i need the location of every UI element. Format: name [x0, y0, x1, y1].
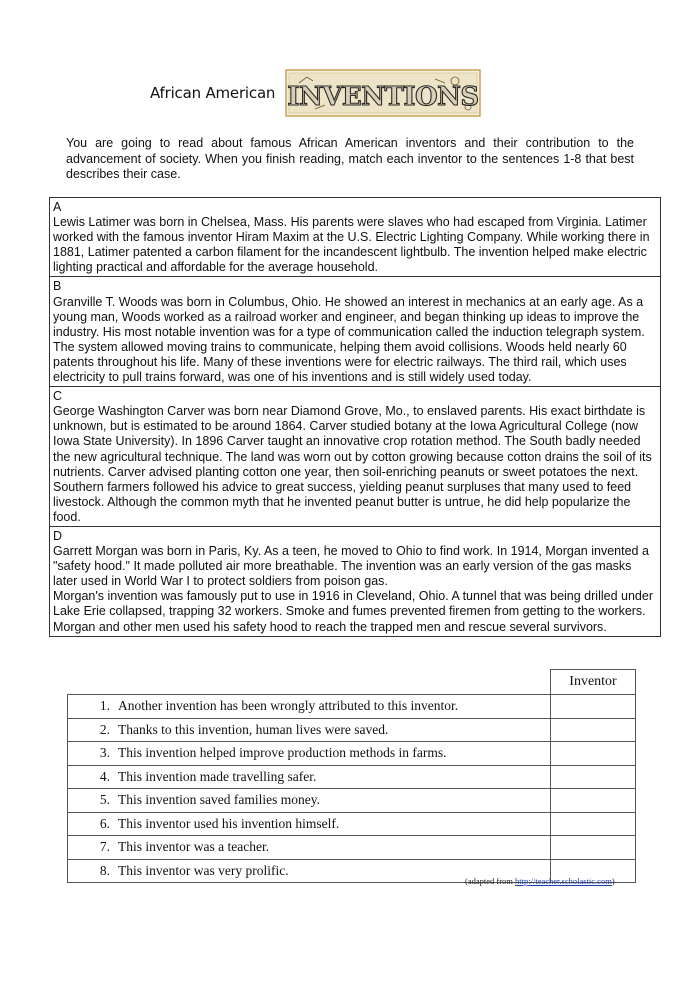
row-number: 2. — [68, 718, 119, 742]
source-link[interactable]: http://teacher.scholastic.com — [515, 876, 612, 886]
answer-cell[interactable] — [551, 836, 636, 860]
row-sentence: This invention helped improve production methods in farms. — [118, 742, 551, 766]
table-row — [68, 812, 636, 836]
table-row — [68, 695, 636, 719]
row-number: 3. — [68, 742, 119, 766]
row-sentence: This invention saved families money. — [118, 789, 551, 813]
passage-letter: C — [53, 389, 63, 404]
answer-cell[interactable] — [551, 765, 636, 789]
table-row — [68, 718, 636, 742]
passage-letter: B — [53, 279, 62, 294]
credit-prefix: (adapted from — [465, 876, 516, 886]
passage-a — [50, 198, 660, 277]
answer-cell[interactable] — [551, 718, 636, 742]
passage-text: Morgan's invention was famously put to use in 1916 in Cleveland, Ohio. A tunnel that was being drilled under Lake Erie collapsed, trapping 32 workers. Smoke and fumes prevented firemen from getting to the workers. Morgan and other men used his safety hood to reach the trapped men and rescue several survivors. — [53, 589, 653, 634]
answer-cell[interactable] — [551, 742, 636, 766]
row-sentence: This invention made travelling safer. — [118, 765, 551, 789]
table-row — [68, 836, 636, 860]
passage-text: Garrett Morgan was born in Paris, Ky. As a teen, he moved to Ohio to find work. In 1914, Morgan invented a "safety hood." It made polluted air more breathable. The invention was an early version of the gas masks later used in World War I to protect soldiers from poison gas. — [53, 544, 649, 589]
answer-cell[interactable] — [551, 789, 636, 813]
table-row — [68, 742, 636, 766]
passage-text: Granville T. Woods was born in Columbus, Ohio. He showed an interest in mechanics at an early age. As a young man, Woods worked as a railroad worker and engineer, and began thinking up ideas to improve the industry. His most notable invention was for a type of communication called the induction telegraph system. The system allowed moving trains to communicate, helping them avoid collisions. Woods held nearly 60 patents throughout his life. Many of these inventions were for electric railways. The third rail, which uses electricity to pull trains forward, was one of his inventions and is still widely used today. — [53, 294, 645, 385]
matching-table — [67, 669, 636, 883]
table-row — [68, 789, 636, 813]
page-title: African American — [150, 84, 276, 102]
passage-text: Lewis Latimer was born in Chelsea, Mass. His parents were slaves who had escaped from Virginia. Latimer worked with the famous inventor Hiram Maxim at the U.S. Electric Lighting Company. While working there in 1881, Latimer patented a carbon filament for the incandescent lightbulb. The invention helped make electric lighting practical and affordable for the average household. — [53, 215, 650, 275]
row-number: 5. — [68, 789, 119, 813]
column-header-inventor: Inventor — [551, 670, 636, 695]
row-number: 7. — [68, 836, 119, 860]
answer-cell[interactable] — [551, 695, 636, 719]
row-number: 8. — [68, 859, 119, 883]
credit-suffix: ) — [611, 876, 615, 886]
row-number: 4. — [68, 765, 119, 789]
row-number: 1. — [68, 695, 119, 719]
passage-b — [50, 277, 660, 387]
passage-letter: D — [53, 528, 63, 543]
intro-paragraph: You are going to read about famous African American inventors and their contribution to the advancement of society. When you finish reading, match each inventor to the sentences 1-8 that best describes their case. — [66, 136, 634, 181]
row-sentence: Thanks to this invention, human lives were saved. — [118, 718, 551, 742]
table-row — [68, 765, 636, 789]
source-credit — [465, 876, 615, 886]
table-header-row — [68, 670, 636, 695]
answer-cell[interactable] — [551, 812, 636, 836]
svg-text:INVENTIONS: INVENTIONS — [287, 82, 479, 112]
passage-letter: A — [53, 200, 62, 214]
inventions-logo — [285, 69, 481, 117]
row-number: 6. — [68, 812, 119, 836]
passage-d — [50, 527, 660, 637]
row-sentence: Another invention has been wrongly attributed to this inventor. — [118, 695, 551, 719]
row-sentence: This inventor was a teacher. — [118, 836, 551, 860]
passage-text: George Washington Carver was born near Diamond Grove, Mo., to enslaved parents. His exact birthdate is unknown, but is estimated to be around 1864. Carver studied botany at the Iowa Agricultural College (now Iowa State University). In 1896 Carver taught an innovative crop rotation method. The South badly needed the new agricultural technique. The land was worn out by cotton growing because cotton drains the soil of its nutrients. Carver advised planting cotton one year, then soil-enriching peanuts or sweet potatoes the next. Southern farmers followed his advice to great success, yielding peanut surpluses that many used to feed livestock. Although the common myth that he invented peanut butter is untrue, he did help popularize the food. — [53, 404, 652, 524]
row-sentence: This inventor used his invention himself. — [118, 812, 551, 836]
passages-box — [49, 197, 661, 637]
row-sentence: This inventor was very prolific. — [118, 859, 551, 883]
passage-c — [50, 387, 660, 527]
